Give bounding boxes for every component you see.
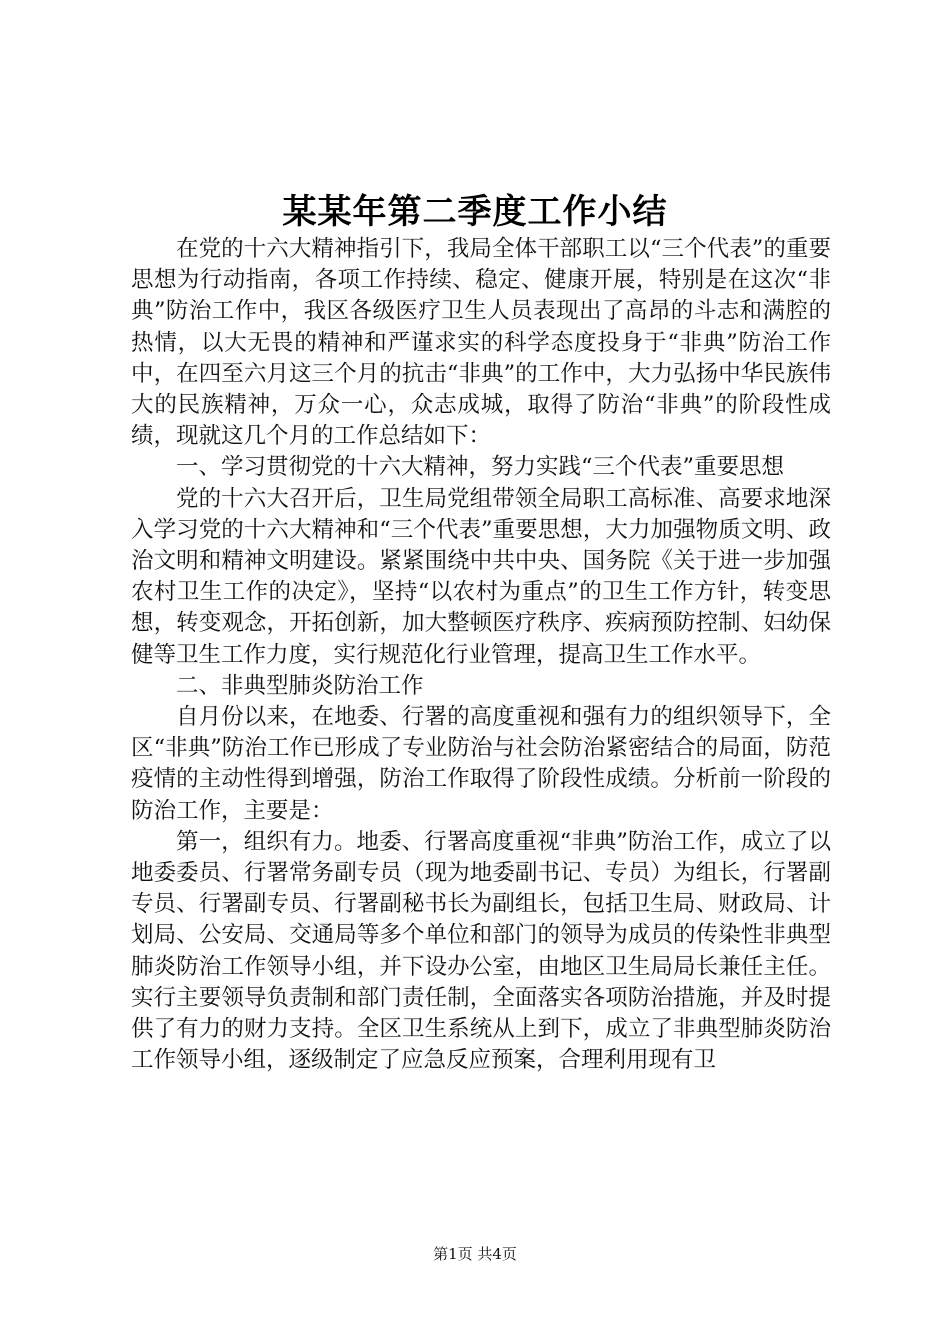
paragraph-point-1: 第一，组织有力。地委、行署高度重视“非典”防治工作，成立了以地委委员、行署常务副专员（现为地委副书记、专员）为组长，行署副专员、行署副专员、行署副秘书长为副组长，包括卫生局、财政局、计划局、公安局、交通局等多个单位和部门的领导为成员的传染性非典型肺炎防治工作领导小组，并下设办公室，由地区卫生局局长兼任主任。实行主要领导负责制和部门责任制，全面落实各项防治措施，并及时提供了有力的财力支持。全区卫生系统从上到下，成立了非典型肺炎防治工作领导小组，逐级制定了应急反应预案，合理利用现有卫 <box>131 828 831 1074</box>
paragraph-section-2: 自月份以来，在地委、行署的高度重视和强有力的组织领导下，全区“非典”防治工作已形成了专业防治与社会防治紧密结合的局面，防范疫情的主动性得到增强，防治工作取得了阶段性成绩。分析前一阶段的防治工作，主要是： <box>131 704 831 824</box>
section-heading-1: 一、学习贯彻党的十六大精神，努力实践“三个代表”重要思想 <box>176 454 785 481</box>
document-title: 某某年第二季度工作小结 <box>282 192 668 232</box>
paragraph-intro: 在党的十六大精神指引下，我局全体干部职工以“三个代表”的重要思想为行动指南，各项工作持续、稳定、健康开展，特别是在这次“非典”防治工作中，我区各级医疗卫生人员表现出了高昂的斗志和满腔的热情，以大无畏的精神和严谨求实的科学态度投身于“非典”防治工作中，在四至六月这三个月的抗击“非典”的工作中，大力弘扬中华民族伟大的民族精神，万众一心，众志成城，取得了防治“非典”的阶段性成绩，现就这几个月的工作总结如下： <box>131 236 831 450</box>
page-footer: 第1页 共4页 <box>433 1245 517 1263</box>
paragraph-section-1: 党的十六大召开后，卫生局党组带领全局职工高标准、高要求地深入学习党的十六大精神和“三个代表”重要思想，大力加强物质文明、政治文明和精神文明建设。紧紧围绕中共中央、国务院《关于进一步加强农村卫生工作的决定》，坚持“以农村为重点”的卫生工作方针，转变思想，转变观念，开拓创新，加大整顿医疗秩序、疾病预防控制、妇幼保健等卫生工作力度，实行规范化行业管理，提高卫生工作水平。 <box>131 485 831 668</box>
document-body <box>131 234 831 1076</box>
section-heading-2: 二、非典型肺炎防治工作 <box>176 672 424 699</box>
